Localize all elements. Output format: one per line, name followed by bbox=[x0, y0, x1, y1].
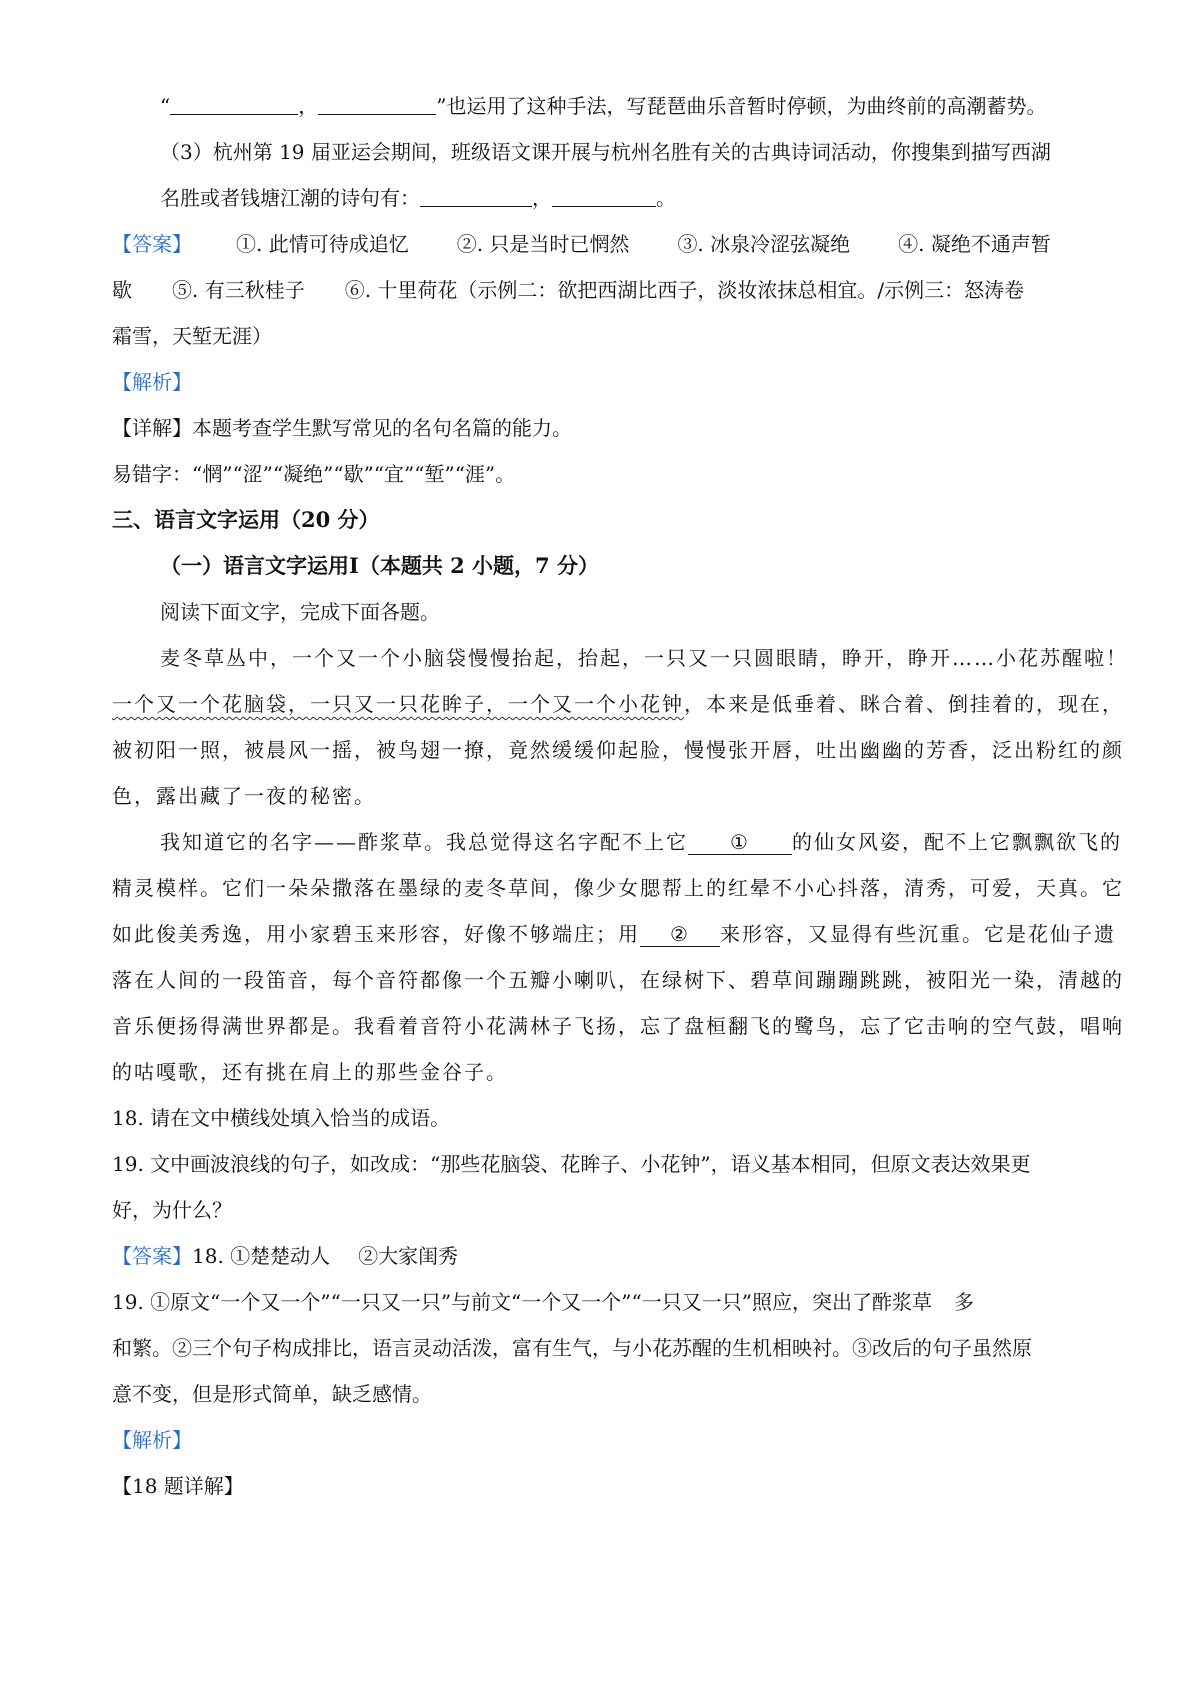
answer1-line3: 霜雪，天堑无涯） bbox=[112, 324, 272, 348]
answer2-line4: 意不变，但是形式简单，缺乏感情。 bbox=[112, 1382, 432, 1406]
q3-line1: （3）杭州第 19 届亚运会期间，班级语文课开展与杭州名胜有关的古典诗词活动，你搜集到描写西湖 bbox=[160, 140, 1051, 164]
answer2-line3: 和繁。②三个句子构成排比，语言灵动活泼，富有生气，与小花苏醒的生机相映衬。③改后的句子虽然原 bbox=[112, 1336, 1032, 1360]
analysis-typos: 易错字：“惘”“涩”“凝绝”“歇”“宜”“堑”“涯”。 bbox=[112, 462, 516, 486]
fill-blank bbox=[552, 184, 656, 207]
wavy-underlined-sentence: 一个又一个花脑袋，一只又一只花眸子，一个又一个小花钟 bbox=[112, 692, 684, 716]
fill-blank bbox=[318, 92, 436, 115]
passage-intro: 阅读下面文字，完成下面各题。 bbox=[160, 600, 440, 624]
analysis-detail: 【详解】本题考查学生默写常见的名句名篇的能力。 bbox=[112, 416, 572, 440]
answer1-line1 bbox=[112, 228, 1051, 260]
section-subtitle: （一）语言文字运用Ⅰ（本题共 2 小题，7 分） bbox=[160, 553, 599, 578]
passage-p1-line4: 色，露出藏了一夜的秘密。 bbox=[112, 784, 376, 808]
analysis-detail-18: 【18 题详解】 bbox=[112, 1474, 244, 1498]
passage-p2-line2: 精灵模样。它们一朵朵撒落在墨绿的麦冬草间，像少女腮帮上的红晕不小心抖落，清秀，可爱，天真。它 bbox=[112, 876, 1124, 900]
passage-p2-line5: 音乐便扬得满世界都是。我看着音符小花满林子飞扬，忘了盘桓翻飞的鹭鸟，忘了它击响的空气鼓，唱响 bbox=[112, 1014, 1124, 1038]
blank-2: ② bbox=[640, 922, 720, 947]
analysis-tag: 【解析】 bbox=[112, 370, 192, 394]
passage-p1-line1: 麦冬草丛中，一个又一个小脑袋慢慢抬起，抬起，一只又一只圆眼睛，睁开，睁开……小花苏醒啦！ bbox=[160, 646, 1128, 670]
passage-p2-line4: 落在人间的一段笛音，每个音符都像一个五瓣小喇叭，在绿树下、碧草间蹦蹦跳跳，被阳光一染，清越的 bbox=[112, 968, 1124, 992]
passage-p2-line3: 如此俊美秀逸，用小家碧玉来形容，好像不够端庄；用 ② 来形容，又显得有些沉重。它是花仙子遗 bbox=[112, 922, 1116, 946]
question-19-line1: 19. 文中画波浪线的句子，如改成：“那些花脑袋、花眸子、小花钟”，语义基本相同，但原文表达效果更 bbox=[112, 1152, 1031, 1176]
answer-item: ②. 只是当时已惘然 bbox=[456, 232, 630, 256]
question-18: 18. 请在文中横线处填入恰当的成语。 bbox=[112, 1106, 451, 1130]
fill-blank bbox=[170, 92, 298, 115]
passage-p1-line3: 被初阳一照，被晨风一摇，被鸟翅一撩，竟然缓缓仰起脸，慢慢张开唇，吐出幽幽的芳香，泛出粉红的颜 bbox=[112, 738, 1124, 762]
answer-item: ③. 冰泉冷涩弦凝绝 bbox=[677, 232, 851, 256]
answer2-line1: 【答案】18. ①楚楚动人 ②大家闺秀 bbox=[112, 1244, 459, 1268]
analysis-tag: 【解析】 bbox=[112, 1428, 192, 1452]
answer-tag: 【答案】 bbox=[112, 232, 192, 256]
answer1-line2: 歇 ⑤. 有三秋桂子 ⑥. 十里荷花（示例二：欲把西湖比西子，淡妆浓抹总相宜。/示例三：怒涛卷 bbox=[112, 278, 1025, 302]
fill-blank bbox=[420, 184, 532, 207]
section-title: 三、语言文字运用（20 分） bbox=[112, 507, 380, 532]
answer-tag: 【答案】 bbox=[112, 1244, 192, 1268]
q3-line2: 名胜或者钱塘江潮的诗句有： ， 。 bbox=[160, 186, 676, 210]
blank-1: ① bbox=[688, 830, 792, 855]
answer2-line2: 19. ①原文“一个又一个”“一只又一只”与前文“一个又一个”“一只又一只”照应，突出了酢浆草 多 bbox=[112, 1290, 974, 1314]
passage-p1-line2: 一个又一个花脑袋，一只又一只花眸子，一个又一个小花钟，本来是低垂着、眯合着、倒挂着的，现在， bbox=[112, 692, 1124, 716]
answer-item: ①. 此情可待成追忆 bbox=[236, 232, 409, 256]
passage-p2-line1: 我知道它的名字——酢浆草。我总觉得这名字配不上它 ① 的仙女风姿，配不上它飘飘欲飞的 bbox=[160, 830, 1122, 854]
answer-item: ④. 凝绝不通声暂 bbox=[898, 232, 1051, 256]
question-19-line2: 好，为什么？ bbox=[112, 1198, 232, 1222]
passage-p2-line6: 的咕嘎歌，还有挑在肩上的那些金谷子。 bbox=[112, 1060, 508, 1084]
q3-prev-line: “ ， ”也运用了这种手法，写琵琶曲乐音暂时停顿，为曲终前的高潮蓄势。 bbox=[160, 94, 1047, 118]
